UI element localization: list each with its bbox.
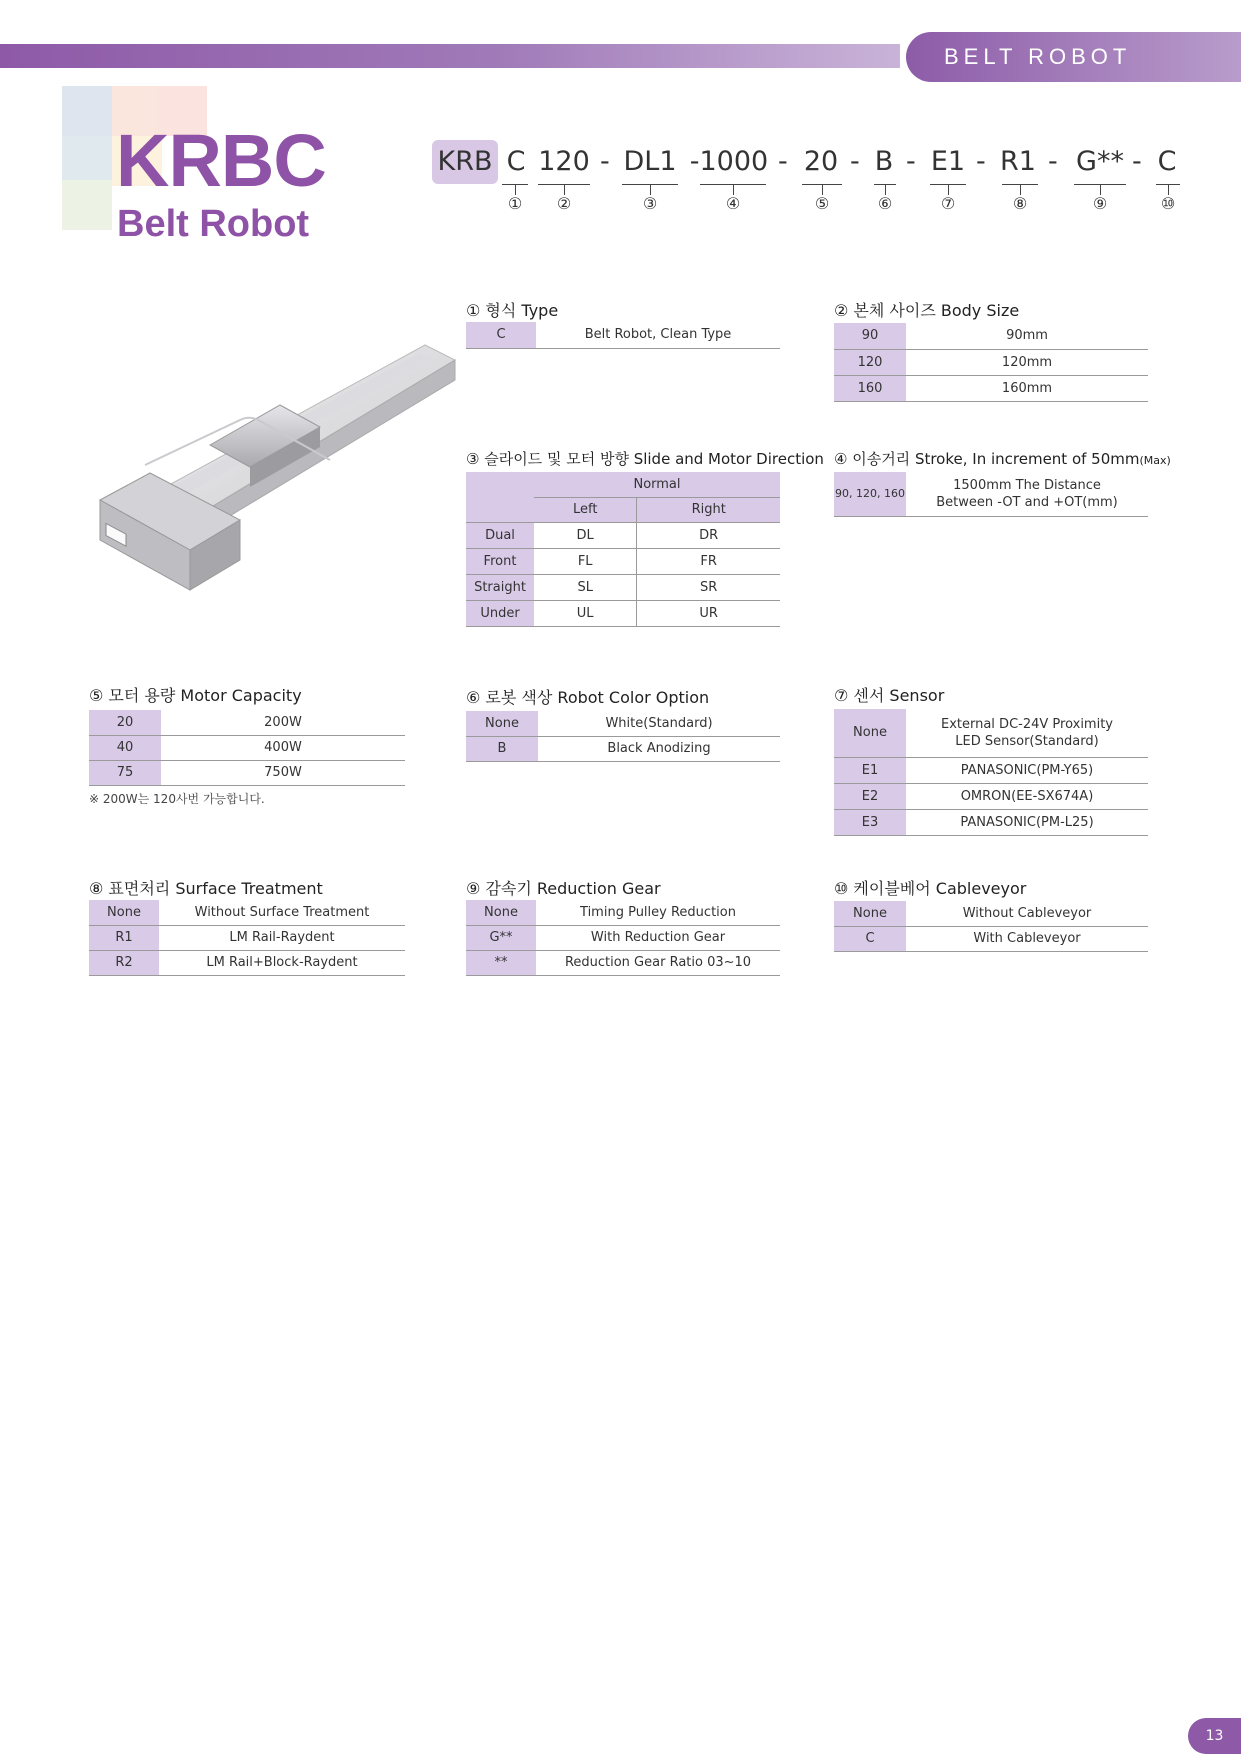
color-table bbox=[466, 711, 780, 762]
header-band bbox=[0, 44, 900, 68]
stroke-title-suffix: (Max) bbox=[1139, 454, 1171, 467]
code-number: ③ bbox=[642, 194, 658, 213]
type-table bbox=[466, 322, 780, 349]
surface-table bbox=[89, 900, 405, 976]
gear-table bbox=[466, 900, 780, 976]
table-row bbox=[466, 548, 780, 574]
table-row bbox=[834, 375, 1148, 401]
model-code-part: B bbox=[874, 146, 894, 177]
table-value-cell: DL bbox=[534, 522, 637, 548]
table-key-cell: None bbox=[89, 900, 159, 925]
table-row bbox=[466, 900, 780, 925]
table-row bbox=[466, 950, 780, 975]
table-value-cell: Belt Robot, Clean Type bbox=[536, 322, 780, 348]
table-row bbox=[834, 783, 1148, 809]
table-row bbox=[466, 711, 780, 736]
table-row bbox=[89, 925, 405, 950]
model-code-separator: - bbox=[976, 146, 986, 177]
code-number: ⑤ bbox=[814, 194, 830, 213]
category-label: BELT ROBOT bbox=[906, 32, 1241, 82]
table-column-header: Left bbox=[534, 497, 637, 522]
table-row bbox=[466, 925, 780, 950]
motor-note: ※ 200W는 120사번 가능합니다. bbox=[89, 792, 265, 806]
table-value-cell: Reduction Gear Ratio 03~10 bbox=[536, 950, 780, 975]
table-key-cell: E1 bbox=[834, 757, 906, 783]
section-title-direction: ③ 슬라이드 및 모터 방향 Slide and Motor Direction bbox=[466, 450, 824, 468]
table-row bbox=[834, 709, 1148, 757]
motor-table bbox=[89, 710, 405, 786]
table-key-cell: Under bbox=[466, 600, 534, 626]
table-row bbox=[466, 322, 780, 348]
model-code-part: KRB bbox=[432, 140, 498, 184]
table-value-cell: PANASONIC(PM-L25) bbox=[906, 809, 1148, 835]
table-row bbox=[466, 736, 780, 761]
stroke-title-text: ④ 이송거리 Stroke, In increment of 50mm bbox=[834, 450, 1140, 468]
model-code-part: C bbox=[506, 146, 526, 177]
table-corner-cell bbox=[466, 472, 534, 522]
table-row bbox=[834, 809, 1148, 835]
table-key-cell: None bbox=[466, 900, 536, 925]
logo-square bbox=[62, 86, 112, 136]
table-value-cell: With Reduction Gear bbox=[536, 925, 780, 950]
body-size-table bbox=[834, 323, 1148, 402]
table-row bbox=[834, 323, 1148, 349]
logo-square bbox=[62, 180, 112, 230]
table-key-cell: Dual bbox=[466, 522, 534, 548]
table-row bbox=[89, 710, 405, 735]
table-row bbox=[466, 522, 780, 548]
table-value-cell: 750W bbox=[161, 760, 405, 785]
code-number: ⑧ bbox=[1012, 194, 1028, 213]
model-code-part: R1 bbox=[1000, 146, 1036, 177]
table-key-cell: None bbox=[834, 901, 906, 926]
sensor-table bbox=[834, 709, 1148, 836]
page-number: 13 bbox=[1188, 1718, 1241, 1754]
section-title-stroke bbox=[834, 448, 1171, 469]
table-value-cell: 1500mm The Distance Between -OT and +OT(mm) bbox=[906, 472, 1148, 516]
table-value-cell: FL bbox=[534, 548, 637, 574]
section-title-gear: ⑨ 감속기 Reduction Gear bbox=[466, 879, 661, 898]
table-value-cell: 160mm bbox=[906, 375, 1148, 401]
table-row bbox=[834, 472, 1148, 516]
section-title-sensor: ⑦ 센서 Sensor bbox=[834, 686, 945, 705]
table-value-cell: Without Cableveyor bbox=[906, 901, 1148, 926]
model-code-part: DL1 bbox=[623, 146, 677, 177]
direction-table bbox=[466, 472, 780, 627]
table-value-cell: White(Standard) bbox=[538, 711, 780, 736]
table-value-cell: LM Rail+Block-Raydent bbox=[159, 950, 405, 975]
table-key-cell: Front bbox=[466, 548, 534, 574]
table-row bbox=[466, 600, 780, 626]
table-key-cell: G** bbox=[466, 925, 536, 950]
section-title-color: ⑥ 로봇 색상 Robot Color Option bbox=[466, 688, 710, 707]
model-code-separator: - bbox=[778, 146, 788, 177]
table-row bbox=[89, 950, 405, 975]
table-row bbox=[834, 349, 1148, 375]
code-number: ⑦ bbox=[940, 194, 956, 213]
table-column-header: Right bbox=[637, 497, 780, 522]
model-code-separator: - bbox=[850, 146, 860, 177]
table-key-cell: 160 bbox=[834, 375, 906, 401]
table-value-cell: Timing Pulley Reduction bbox=[536, 900, 780, 925]
table-value-cell: OMRON(EE-SX674A) bbox=[906, 783, 1148, 809]
product-logo: KRBC bbox=[116, 119, 326, 202]
table-row bbox=[89, 900, 405, 925]
table-key-cell: 75 bbox=[89, 760, 161, 785]
table-key-cell: E2 bbox=[834, 783, 906, 809]
code-number: ⑥ bbox=[877, 194, 893, 213]
table-key-cell: ** bbox=[466, 950, 536, 975]
table-row bbox=[466, 574, 780, 600]
model-code-separator: - bbox=[906, 146, 916, 177]
model-code-separator: - bbox=[1048, 146, 1058, 177]
code-number: ④ bbox=[725, 194, 741, 213]
table-value-cell: External DC-24V Proximity LED Sensor(Standard) bbox=[906, 709, 1148, 757]
table-row bbox=[834, 901, 1148, 926]
table-value-cell: Black Anodizing bbox=[538, 736, 780, 761]
model-code-part: 20 bbox=[803, 146, 839, 177]
table-value-cell: UR bbox=[637, 600, 780, 626]
table-value-cell: 90mm bbox=[906, 323, 1148, 349]
table-value-cell: Without Surface Treatment bbox=[159, 900, 405, 925]
table-value-cell: 200W bbox=[161, 710, 405, 735]
table-value-cell: DR bbox=[637, 522, 780, 548]
table-value-cell: With Cableveyor bbox=[906, 926, 1148, 951]
table-key-cell: 90, 120, 160 bbox=[834, 472, 906, 516]
model-code-separator: - bbox=[600, 146, 610, 177]
table-value-cell: SL bbox=[534, 574, 637, 600]
code-number: ⑨ bbox=[1092, 194, 1108, 213]
table-value-cell: UL bbox=[534, 600, 637, 626]
section-title-motor: ⑤ 모터 용량 Motor Capacity bbox=[89, 686, 302, 705]
table-value-cell: PANASONIC(PM-Y65) bbox=[906, 757, 1148, 783]
code-number: ① bbox=[507, 194, 523, 213]
product-subtitle: Belt Robot bbox=[117, 203, 310, 245]
table-key-cell: B bbox=[466, 736, 538, 761]
section-title-body-size: ② 본체 사이즈 Body Size bbox=[834, 301, 1020, 320]
section-title-type: ① 형식 Type bbox=[466, 301, 559, 320]
table-key-cell: C bbox=[466, 322, 536, 348]
table-row bbox=[466, 472, 780, 497]
logo-square bbox=[62, 136, 112, 186]
table-key-cell: R1 bbox=[89, 925, 159, 950]
model-code-separator: - bbox=[1132, 146, 1142, 177]
table-key-cell: 40 bbox=[89, 735, 161, 760]
table-key-cell: E3 bbox=[834, 809, 906, 835]
model-code-part: -1000 bbox=[689, 146, 769, 177]
model-code-part: G** bbox=[1076, 146, 1124, 177]
table-key-cell: 120 bbox=[834, 349, 906, 375]
table-row bbox=[89, 760, 405, 785]
table-row bbox=[89, 735, 405, 760]
model-code-part: E1 bbox=[930, 146, 966, 177]
code-number: ⑩ bbox=[1160, 194, 1176, 213]
section-title-surface: ⑧ 표면처리 Surface Treatment bbox=[89, 879, 323, 898]
table-key-cell: C bbox=[834, 926, 906, 951]
table-value-cell: 400W bbox=[161, 735, 405, 760]
table-key-cell: Straight bbox=[466, 574, 534, 600]
model-code-part: 120 bbox=[538, 146, 590, 177]
model-code-part: C bbox=[1157, 146, 1177, 177]
code-number: ② bbox=[556, 194, 572, 213]
table-row bbox=[834, 757, 1148, 783]
section-title-cable: ⑩ 케이블베어 Cableveyor bbox=[834, 879, 1027, 898]
table-key-cell: 90 bbox=[834, 323, 906, 349]
stroke-table bbox=[834, 472, 1148, 517]
table-value-cell: 120mm bbox=[906, 349, 1148, 375]
table-value-cell: LM Rail-Raydent bbox=[159, 925, 405, 950]
table-group-header: Normal bbox=[534, 472, 780, 497]
table-key-cell: None bbox=[834, 709, 906, 757]
table-key-cell: None bbox=[466, 711, 538, 736]
table-key-cell: R2 bbox=[89, 950, 159, 975]
table-value-cell: SR bbox=[637, 574, 780, 600]
cable-table bbox=[834, 901, 1148, 952]
table-row bbox=[834, 926, 1148, 951]
table-value-cell: FR bbox=[637, 548, 780, 574]
belt-robot-illustration bbox=[90, 335, 460, 595]
table-key-cell: 20 bbox=[89, 710, 161, 735]
